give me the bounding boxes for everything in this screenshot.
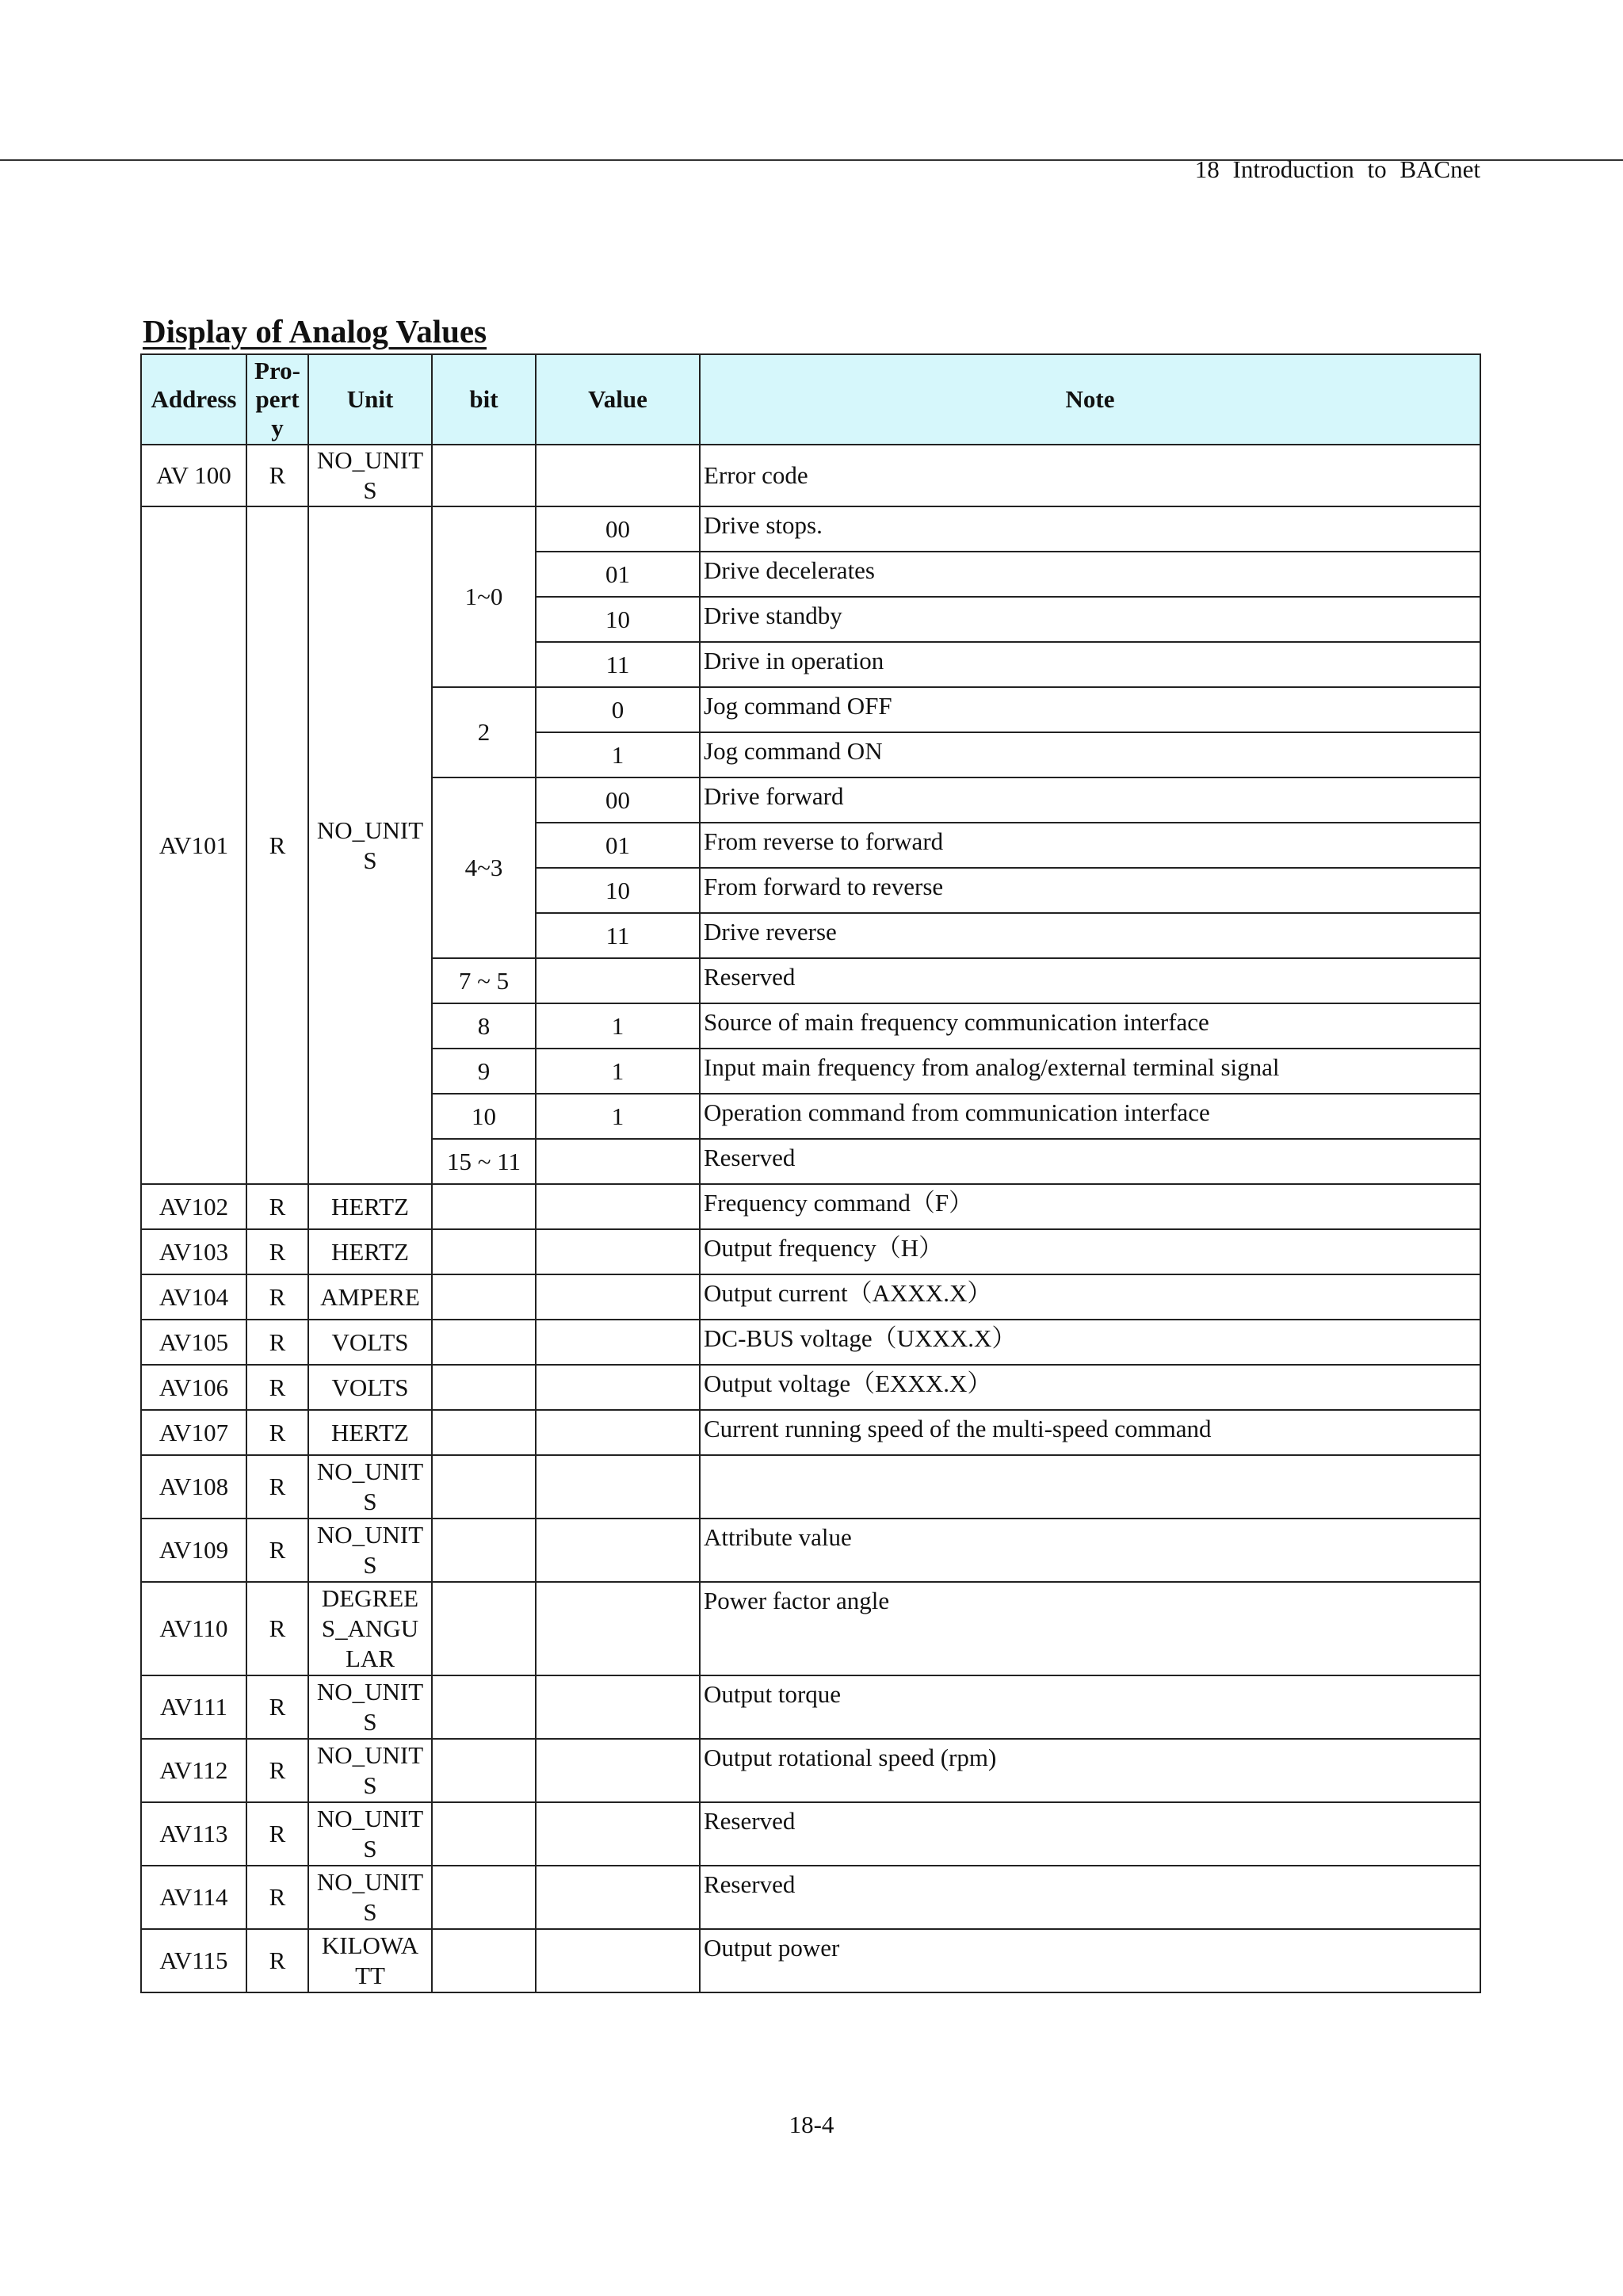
note-cell: Jog command ON <box>700 732 1480 777</box>
value-cell <box>536 1929 700 1992</box>
address-cell: AV113 <box>141 1802 246 1866</box>
address-cell: AV106 <box>141 1365 246 1410</box>
property-cell: R <box>246 1410 308 1455</box>
column-header-address: Address <box>141 354 246 445</box>
bit-cell: 4~3 <box>432 777 536 958</box>
unit-cell: DEGREE S_ANGU LAR <box>308 1582 432 1675</box>
address-cell: AV101 <box>141 506 246 1184</box>
bit-cell: 9 <box>432 1049 536 1094</box>
property-cell: R <box>246 1675 308 1739</box>
bit-cell <box>432 1739 536 1802</box>
value-cell: 01 <box>536 552 700 597</box>
running-header: 18 Introduction to BACnet <box>1194 155 1480 183</box>
bit-cell <box>432 1802 536 1866</box>
note-cell: From reverse to forward <box>700 823 1480 868</box>
value-cell <box>536 1410 700 1455</box>
value-cell: 1 <box>536 1094 700 1139</box>
bit-cell <box>432 1866 536 1929</box>
note-cell: Output voltage（EXXX.X） <box>700 1365 1480 1410</box>
address-cell: AV115 <box>141 1929 246 1992</box>
column-header-property: Pro- pert y <box>246 354 308 445</box>
note-cell: From forward to reverse <box>700 868 1480 913</box>
property-cell: R <box>246 1274 308 1320</box>
bit-cell <box>432 1365 536 1410</box>
note-cell: Power factor angle <box>700 1582 1480 1675</box>
unit-cell: VOLTS <box>308 1320 432 1365</box>
value-cell <box>536 1739 700 1802</box>
value-cell <box>536 1675 700 1739</box>
value-cell <box>536 1455 700 1519</box>
property-cell: R <box>246 1184 308 1229</box>
address-cell: AV109 <box>141 1519 246 1582</box>
note-cell: Current running speed of the multi-speed command <box>700 1410 1480 1455</box>
address-cell: AV104 <box>141 1274 246 1320</box>
bit-cell <box>432 1455 536 1519</box>
column-header-bit: bit <box>432 354 536 445</box>
note-cell: Drive reverse <box>700 913 1480 958</box>
unit-cell: NO_UNIT S <box>308 445 432 506</box>
address-cell: AV110 <box>141 1582 246 1675</box>
bit-cell <box>432 1929 536 1992</box>
note-cell: Attribute value <box>700 1519 1480 1582</box>
unit-cell: VOLTS <box>308 1365 432 1410</box>
bit-cell <box>432 1274 536 1320</box>
property-cell: R <box>246 506 308 1184</box>
address-cell: AV107 <box>141 1410 246 1455</box>
bit-cell <box>432 1410 536 1455</box>
property-cell: R <box>246 1929 308 1992</box>
table-body <box>141 445 1480 1992</box>
table-row <box>141 1455 1480 1519</box>
note-cell: Drive forward <box>700 777 1480 823</box>
note-cell: DC-BUS voltage（UXXX.X） <box>700 1320 1480 1365</box>
table-row <box>141 1519 1480 1582</box>
address-cell: AV102 <box>141 1184 246 1229</box>
value-cell <box>536 1274 700 1320</box>
unit-cell: NO_UNIT S <box>308 1739 432 1802</box>
note-cell: Frequency command（F） <box>700 1184 1480 1229</box>
unit-cell: NO_UNIT S <box>308 1802 432 1866</box>
table-row <box>141 1929 1480 1992</box>
table-row <box>141 1274 1480 1320</box>
address-cell: AV103 <box>141 1229 246 1274</box>
property-cell: R <box>246 1519 308 1582</box>
bit-cell <box>432 1184 536 1229</box>
note-cell: Drive stops. <box>700 506 1480 552</box>
unit-cell: HERTZ <box>308 1184 432 1229</box>
note-cell: Drive in operation <box>700 642 1480 687</box>
property-cell: R <box>246 1365 308 1410</box>
value-cell: 10 <box>536 597 700 642</box>
note-cell: Reserved <box>700 1802 1480 1866</box>
note-cell: Output rotational speed (rpm) <box>700 1739 1480 1802</box>
column-header-value: Value <box>536 354 700 445</box>
note-cell: Output power <box>700 1929 1480 1992</box>
value-cell: 01 <box>536 823 700 868</box>
unit-cell: KILOWA TT <box>308 1929 432 1992</box>
property-cell: R <box>246 1320 308 1365</box>
bit-cell <box>432 1675 536 1739</box>
note-cell: Drive standby <box>700 597 1480 642</box>
property-cell: R <box>246 1802 308 1866</box>
bit-cell: 2 <box>432 687 536 777</box>
property-cell: R <box>246 1582 308 1675</box>
value-cell <box>536 958 700 1003</box>
address-cell: AV112 <box>141 1739 246 1802</box>
note-cell <box>700 1455 1480 1519</box>
table-row <box>141 1802 1480 1866</box>
property-cell: R <box>246 1229 308 1274</box>
table-row <box>141 445 1480 506</box>
page-number: 18-4 <box>789 2111 834 2138</box>
table-header-row <box>141 354 1480 445</box>
note-cell: Input main frequency from analog/external terminal signal <box>700 1049 1480 1094</box>
note-cell: Reserved <box>700 1139 1480 1184</box>
column-header-unit: Unit <box>308 354 432 445</box>
value-cell: 0 <box>536 687 700 732</box>
table-row <box>141 1675 1480 1739</box>
bit-cell <box>432 445 536 506</box>
bit-cell: 10 <box>432 1094 536 1139</box>
unit-cell: NO_UNIT S <box>308 1675 432 1739</box>
value-cell <box>536 1365 700 1410</box>
note-cell: Reserved <box>700 958 1480 1003</box>
value-cell <box>536 1866 700 1929</box>
value-cell: 10 <box>536 868 700 913</box>
table-row <box>141 1320 1480 1365</box>
address-cell: AV108 <box>141 1455 246 1519</box>
value-cell <box>536 1802 700 1866</box>
unit-cell: HERTZ <box>308 1410 432 1455</box>
note-cell: Output torque <box>700 1675 1480 1739</box>
bit-cell: 1~0 <box>432 506 536 687</box>
address-cell: AV114 <box>141 1866 246 1929</box>
note-cell: Drive decelerates <box>700 552 1480 597</box>
bit-cell: 8 <box>432 1003 536 1049</box>
note-cell: Error code <box>700 445 1480 506</box>
bit-cell <box>432 1582 536 1675</box>
value-cell <box>536 445 700 506</box>
unit-cell: NO_UNIT S <box>308 1455 432 1519</box>
property-cell: R <box>246 445 308 506</box>
table-row <box>141 1184 1480 1229</box>
note-cell: Output frequency（H） <box>700 1229 1480 1274</box>
bit-cell <box>432 1320 536 1365</box>
address-cell: AV 100 <box>141 445 246 506</box>
table-row <box>141 1866 1480 1929</box>
column-header-note: Note <box>700 354 1480 445</box>
unit-cell: HERTZ <box>308 1229 432 1274</box>
value-cell: 11 <box>536 642 700 687</box>
bit-cell <box>432 1229 536 1274</box>
unit-cell: NO_UNIT S <box>308 1519 432 1582</box>
section-title: Display of Analog Values <box>143 313 487 350</box>
value-cell: 1 <box>536 1049 700 1094</box>
unit-cell: NO_UNIT S <box>308 506 432 1184</box>
address-cell: AV105 <box>141 1320 246 1365</box>
unit-cell: NO_UNIT S <box>308 1866 432 1929</box>
value-cell: 00 <box>536 506 700 552</box>
value-cell <box>536 1519 700 1582</box>
note-cell: Operation command from communication interface <box>700 1094 1480 1139</box>
analog-values-table <box>140 353 1481 1993</box>
value-cell: 1 <box>536 732 700 777</box>
unit-cell: AMPERE <box>308 1274 432 1320</box>
value-cell <box>536 1582 700 1675</box>
property-cell: R <box>246 1455 308 1519</box>
value-cell <box>536 1229 700 1274</box>
table-row <box>141 506 1480 552</box>
value-cell: 1 <box>536 1003 700 1049</box>
property-cell: R <box>246 1739 308 1802</box>
note-cell: Reserved <box>700 1866 1480 1929</box>
table-row <box>141 1365 1480 1410</box>
bit-cell: 15 ~ 11 <box>432 1139 536 1184</box>
table-row <box>141 1739 1480 1802</box>
note-cell: Jog command OFF <box>700 687 1480 732</box>
value-cell <box>536 1139 700 1184</box>
value-cell <box>536 1320 700 1365</box>
property-cell: R <box>246 1866 308 1929</box>
value-cell: 00 <box>536 777 700 823</box>
note-cell: Output current（AXXX.X） <box>700 1274 1480 1320</box>
address-cell: AV111 <box>141 1675 246 1739</box>
table-row <box>141 1229 1480 1274</box>
note-cell: Source of main frequency communication interface <box>700 1003 1480 1049</box>
value-cell: 11 <box>536 913 700 958</box>
table-row <box>141 1410 1480 1455</box>
value-cell <box>536 1184 700 1229</box>
table-row <box>141 1582 1480 1675</box>
bit-cell <box>432 1519 536 1582</box>
bit-cell: 7 ~ 5 <box>432 958 536 1003</box>
